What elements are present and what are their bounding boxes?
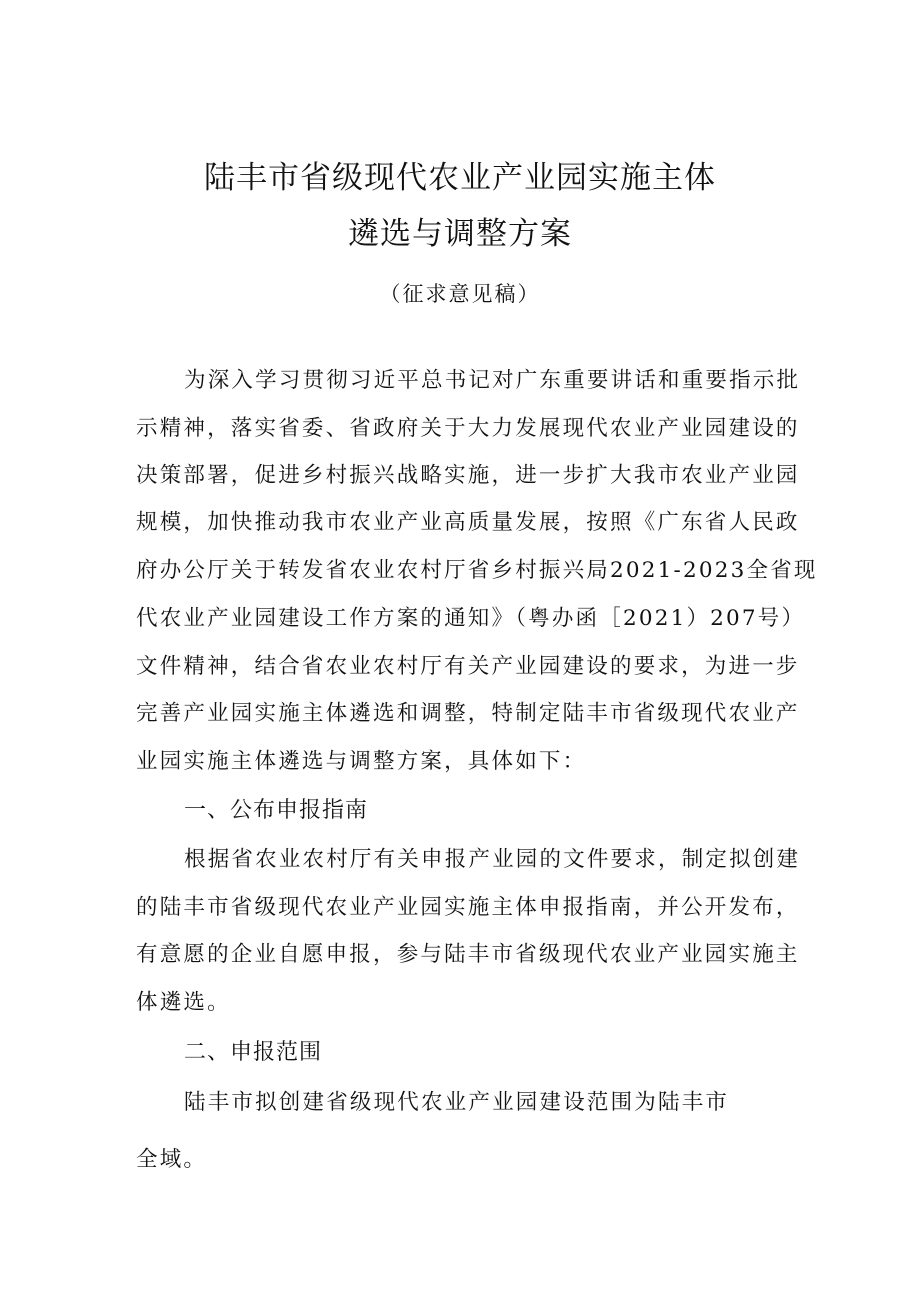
intro-paragraph-line: 决策部署，促进乡村振兴战略实施，进一步扩大我市农业产业园 [136, 463, 800, 488]
section-1-paragraph-line: 根据省农业农村厅有关申报产业园的文件要求，制定拟创建 [184, 847, 801, 872]
intro-paragraph-line: 文件精神，结合省农业农村厅有关产业园建设的要求，为进一步 [136, 654, 800, 679]
section-2-paragraph-line: 全域。 [136, 1147, 208, 1172]
section-1-paragraph-line: 的陆丰市省级现代农业产业园实施主体申报指南，并公开发布， [136, 895, 800, 920]
intro-paragraph-line: 完善产业园实施主体遴选和调整，特制定陆丰市省级现代农业产 [136, 701, 800, 726]
document-title-line-1: 陆丰市省级现代农业产业园实施主体 [204, 160, 716, 196]
section-2-paragraph-line: 陆丰市拟创建省级现代农业产业园建设范围为陆丰市 [184, 1090, 730, 1115]
intro-paragraph-line: 示精神，落实省委、省政府关于大力发展现代农业产业园建设的 [136, 416, 800, 441]
document-subtitle: （征求意见稿） [379, 282, 541, 306]
intro-paragraph-line: 规模，加快推动我市农业产业高质量发展，按照《广东省人民政 [136, 510, 800, 535]
intro-paragraph-line: 代农业产业园建设工作方案的通知》（粤办函［2021）207号） [136, 606, 806, 631]
section-1-heading: 一、公布申报指南 [184, 798, 369, 823]
intro-paragraph-line: 为深入学习贯彻习近平总书记对广东重要讲话和重要指示批 [184, 368, 801, 393]
section-1-paragraph-line: 体遴选。 [136, 990, 231, 1015]
document-title-line-2: 遴选与调整方案 [348, 216, 572, 252]
intro-paragraph-line: 府办公厅关于转发省农业农村厅省乡村振兴局2021-2023全省现 [136, 558, 818, 583]
section-2-heading: 二、申报范围 [184, 1040, 323, 1065]
section-1-paragraph-line: 有意愿的企业自愿申报，参与陆丰市省级现代农业产业园实施主 [136, 942, 800, 967]
intro-paragraph-line: 业园实施主体遴选与调整方案，具体如下： [136, 749, 587, 774]
